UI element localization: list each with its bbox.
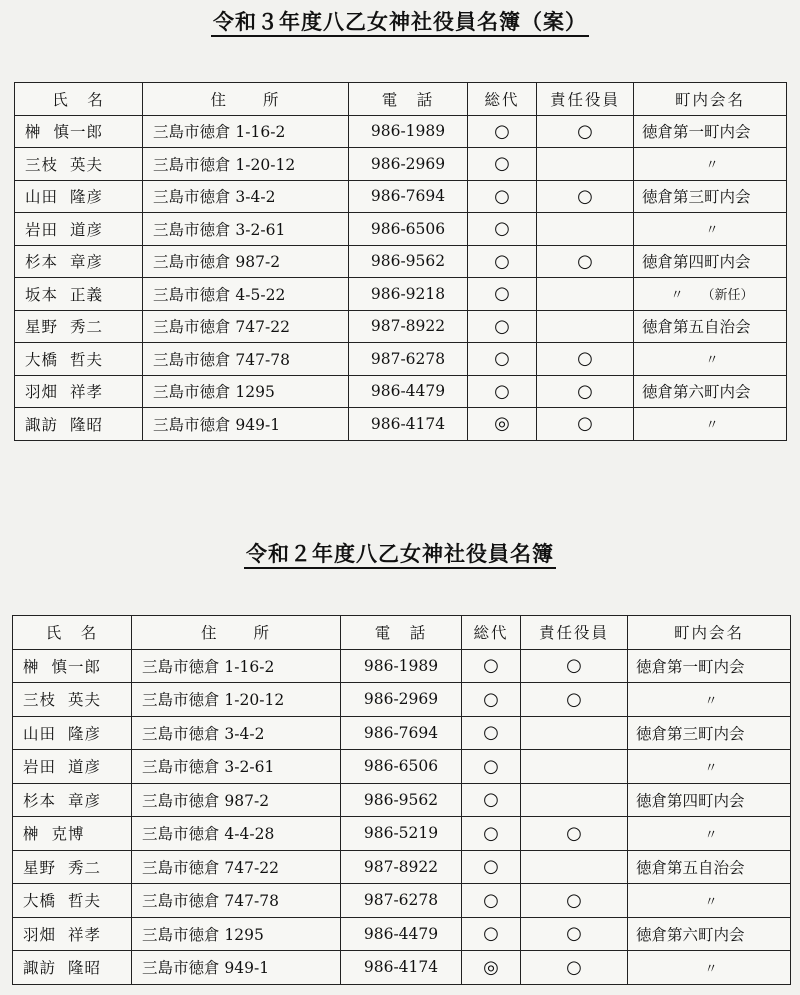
address-cell: 三島市徳倉 949-1 <box>132 951 341 985</box>
chonaikai-cell <box>628 783 791 817</box>
chonaikai-cell <box>628 917 791 951</box>
family-name: 榊 <box>23 657 40 676</box>
address-cell: 三島市徳倉 1295 <box>132 917 341 951</box>
table-row <box>13 951 791 985</box>
roster-2021-table <box>14 82 787 441</box>
family-name: 岩田 <box>25 220 59 239</box>
table-row <box>13 817 791 851</box>
chonaikai-name: 〃 <box>705 418 719 434</box>
sekinin-cell <box>521 783 628 817</box>
table-row <box>15 245 787 278</box>
phone-cell: 987-6278 <box>341 884 462 918</box>
sekinin-cell: ○ <box>537 115 634 148</box>
name-cell <box>15 148 143 181</box>
chonaikai-cell <box>628 649 791 683</box>
family-name: 星野 <box>25 318 59 337</box>
family-name: 坂本 <box>25 285 59 304</box>
table-row <box>13 783 791 817</box>
name-cell <box>15 245 143 278</box>
table-row <box>13 683 791 717</box>
chonaikai-cell <box>628 951 791 985</box>
header-phone: 電 話 <box>341 616 462 650</box>
phone-cell: 986-4479 <box>349 375 468 408</box>
chonaikai-name: 徳倉第一町内会 <box>642 123 751 142</box>
chonaikai-name: 徳倉第六町内会 <box>636 925 745 944</box>
given-name: 章彦 <box>70 253 104 272</box>
chonaikai-name: 〃 <box>704 760 718 776</box>
chonaikai-cell <box>634 245 787 278</box>
chonaikai-name: 〃 <box>704 961 718 977</box>
given-name: 隆昭 <box>68 959 102 978</box>
sodai-cell: ◎ <box>468 408 537 441</box>
sekinin-cell <box>521 850 628 884</box>
name-cell <box>13 884 132 918</box>
given-name: 秀二 <box>70 318 104 337</box>
chonaikai-name: 〃 <box>704 827 718 843</box>
phone-cell: 987-8922 <box>341 850 462 884</box>
name-cell <box>13 817 132 851</box>
table-row <box>15 213 787 246</box>
given-name: 隆彦 <box>68 724 102 743</box>
header-sekinin: 責任役員 <box>537 83 634 116</box>
name-cell <box>13 683 132 717</box>
chonaikai-name: 〃 <box>705 223 719 239</box>
sodai-cell: ○ <box>462 817 521 851</box>
table-row <box>13 649 791 683</box>
address-cell: 三島市徳倉 3-2-61 <box>143 213 349 246</box>
phone-cell: 986-2969 <box>349 148 468 181</box>
chonaikai-name: 〃 <box>670 288 684 304</box>
name-cell <box>13 649 132 683</box>
header-address: 住 所 <box>143 83 349 116</box>
address-cell: 三島市徳倉 3-4-2 <box>132 716 341 750</box>
phone-cell: 987-8922 <box>349 310 468 343</box>
given-name: 祥孝 <box>68 925 102 944</box>
chonaikai-name: 徳倉第一町内会 <box>636 657 745 676</box>
header-sodai: 総代 <box>462 616 521 650</box>
address-cell: 三島市徳倉 747-78 <box>143 343 349 376</box>
sodai-cell: ○ <box>468 343 537 376</box>
chonaikai-name: 〃 <box>704 894 718 910</box>
phone-cell: 986-2969 <box>341 683 462 717</box>
family-name: 岩田 <box>23 758 57 777</box>
sekinin-cell: ○ <box>537 180 634 213</box>
table-row <box>15 343 787 376</box>
chonaikai-name: 徳倉第五自治会 <box>636 858 745 877</box>
phone-cell: 986-5219 <box>341 817 462 851</box>
roster-2020-table <box>12 615 791 985</box>
phone-cell: 986-6506 <box>349 213 468 246</box>
phone-cell: 986-9218 <box>349 278 468 311</box>
sekinin-cell <box>537 213 634 246</box>
table-row <box>13 750 791 784</box>
chonaikai-name: 徳倉第三町内会 <box>636 724 745 743</box>
sodai-cell: ○ <box>468 278 537 311</box>
address-cell: 三島市徳倉 747-22 <box>132 850 341 884</box>
sekinin-cell: ○ <box>521 649 628 683</box>
sodai-cell: ○ <box>462 649 521 683</box>
roster-2020-title <box>0 538 800 568</box>
name-cell <box>15 408 143 441</box>
family-name: 三枝 <box>25 155 59 174</box>
chonaikai-cell <box>634 278 787 311</box>
name-cell <box>15 180 143 213</box>
phone-cell: 986-6506 <box>341 750 462 784</box>
chonaikai-cell <box>628 750 791 784</box>
name-cell <box>13 716 132 750</box>
table-row <box>13 917 791 951</box>
sodai-cell: ○ <box>462 850 521 884</box>
phone-cell: 986-7694 <box>349 180 468 213</box>
name-cell <box>15 310 143 343</box>
table-row <box>15 278 787 311</box>
sodai-cell: ○ <box>468 375 537 408</box>
sodai-cell: ○ <box>462 917 521 951</box>
chonaikai-cell <box>634 180 787 213</box>
header-sodai: 総代 <box>468 83 537 116</box>
chonaikai-cell <box>634 375 787 408</box>
chonaikai-name: 〃 <box>705 158 719 174</box>
phone-cell: 986-7694 <box>341 716 462 750</box>
address-cell: 三島市徳倉 1-20-12 <box>132 683 341 717</box>
sekinin-cell <box>537 278 634 311</box>
header-name: 氏 名 <box>13 616 132 650</box>
family-name: 杉本 <box>25 253 59 272</box>
given-name: 慎一郎 <box>53 123 104 142</box>
sodai-cell: ○ <box>462 750 521 784</box>
family-name: 大橋 <box>25 350 59 369</box>
address-cell: 三島市徳倉 987-2 <box>143 245 349 278</box>
address-cell: 三島市徳倉 1-16-2 <box>143 115 349 148</box>
sodai-cell: ○ <box>468 115 537 148</box>
address-cell: 三島市徳倉 4-5-22 <box>143 278 349 311</box>
given-name: 秀二 <box>68 858 102 877</box>
chonaikai-cell <box>628 716 791 750</box>
sekinin-cell <box>521 750 628 784</box>
table-row <box>15 115 787 148</box>
sekinin-cell <box>537 148 634 181</box>
given-name: 隆昭 <box>70 415 104 434</box>
sodai-cell: ○ <box>462 683 521 717</box>
chonaikai-cell <box>628 884 791 918</box>
sodai-cell: ○ <box>468 310 537 343</box>
sekinin-cell: ○ <box>521 951 628 985</box>
header-sekinin: 責任役員 <box>521 616 628 650</box>
address-cell: 三島市徳倉 1-16-2 <box>132 649 341 683</box>
given-name: 隆彦 <box>70 188 104 207</box>
sodai-cell: ◎ <box>462 951 521 985</box>
table-header-row <box>15 83 787 116</box>
address-cell: 三島市徳倉 1295 <box>143 375 349 408</box>
table-row <box>15 180 787 213</box>
family-name: 諏訪 <box>23 959 57 978</box>
address-cell: 三島市徳倉 1-20-12 <box>143 148 349 181</box>
name-cell <box>13 951 132 985</box>
sekinin-cell <box>521 716 628 750</box>
chonaikai-cell <box>628 850 791 884</box>
header-address: 住 所 <box>132 616 341 650</box>
name-cell <box>13 750 132 784</box>
chonaikai-cell <box>628 683 791 717</box>
given-name: 道彦 <box>70 220 104 239</box>
chonaikai-name: 徳倉第四町内会 <box>636 791 745 810</box>
phone-cell: 986-1989 <box>349 115 468 148</box>
sekinin-cell: ○ <box>521 683 628 717</box>
sodai-cell: ○ <box>468 148 537 181</box>
chonaikai-cell <box>634 115 787 148</box>
chonaikai-name: 徳倉第六町内会 <box>642 383 751 402</box>
address-cell: 三島市徳倉 747-78 <box>132 884 341 918</box>
given-name: 哲夫 <box>70 350 104 369</box>
address-cell: 三島市徳倉 3-2-61 <box>132 750 341 784</box>
phone-cell: 986-4174 <box>341 951 462 985</box>
header-phone: 電 話 <box>349 83 468 116</box>
sodai-cell: ○ <box>468 180 537 213</box>
sodai-cell: ○ <box>468 213 537 246</box>
family-name: 三枝 <box>23 691 57 710</box>
family-name: 大橋 <box>23 892 57 911</box>
name-cell <box>13 850 132 884</box>
sekinin-cell: ○ <box>537 408 634 441</box>
address-cell: 三島市徳倉 4-4-28 <box>132 817 341 851</box>
family-name: 榊 <box>23 825 40 844</box>
roster-2020-title-text: 令和２年度八乙女神社役員名簿 <box>244 541 556 569</box>
given-name: 克博 <box>51 825 85 844</box>
sodai-cell: ○ <box>462 716 521 750</box>
table-row <box>15 148 787 181</box>
sekinin-cell: ○ <box>537 245 634 278</box>
chonaikai-name: 〃 <box>704 693 718 709</box>
table-row <box>15 375 787 408</box>
given-name: 祥孝 <box>70 383 104 402</box>
table-row <box>13 850 791 884</box>
name-cell <box>15 213 143 246</box>
roster-2021-title <box>0 6 800 36</box>
address-cell: 三島市徳倉 747-22 <box>143 310 349 343</box>
header-name: 氏 名 <box>15 83 143 116</box>
sodai-cell: ○ <box>462 884 521 918</box>
name-cell <box>15 115 143 148</box>
chonaikai-name: 徳倉第五自治会 <box>642 318 751 337</box>
family-name: 羽畑 <box>23 925 57 944</box>
given-name: 慎一郎 <box>51 657 102 676</box>
name-cell <box>15 375 143 408</box>
family-name: 諏訪 <box>25 415 59 434</box>
phone-cell: 986-9562 <box>349 245 468 278</box>
chonaikai-cell <box>634 213 787 246</box>
given-name: 正義 <box>70 285 104 304</box>
family-name: 星野 <box>23 858 57 877</box>
chonaikai-cell <box>634 343 787 376</box>
roster-2021-title-text: 令和３年度八乙女神社役員名簿（案） <box>211 9 589 37</box>
phone-cell: 986-4174 <box>349 408 468 441</box>
name-cell <box>15 343 143 376</box>
family-name: 山田 <box>25 188 59 207</box>
table-header-row <box>13 616 791 650</box>
given-name: 章彦 <box>68 791 102 810</box>
given-name: 英夫 <box>70 155 104 174</box>
name-cell <box>13 783 132 817</box>
table-row <box>13 716 791 750</box>
family-name: 榊 <box>25 123 42 142</box>
family-name: 山田 <box>23 724 57 743</box>
chonaikai-name: 徳倉第三町内会 <box>642 188 751 207</box>
sekinin-cell: ○ <box>537 343 634 376</box>
given-name: 英夫 <box>68 691 102 710</box>
address-cell: 三島市徳倉 3-4-2 <box>143 180 349 213</box>
phone-cell: 986-4479 <box>341 917 462 951</box>
chonaikai-cell <box>634 408 787 441</box>
address-cell: 三島市徳倉 987-2 <box>132 783 341 817</box>
table-row <box>15 310 787 343</box>
table-row <box>15 408 787 441</box>
given-name: 哲夫 <box>68 892 102 911</box>
name-cell <box>13 917 132 951</box>
sodai-cell: ○ <box>462 783 521 817</box>
sekinin-cell <box>537 310 634 343</box>
status-note: （新任） <box>701 288 754 304</box>
family-name: 杉本 <box>23 791 57 810</box>
family-name: 羽畑 <box>25 383 59 402</box>
phone-cell: 986-9562 <box>341 783 462 817</box>
address-cell: 三島市徳倉 949-1 <box>143 408 349 441</box>
sekinin-cell: ○ <box>521 884 628 918</box>
chonaikai-name: 徳倉第四町内会 <box>642 253 751 272</box>
chonaikai-cell <box>634 310 787 343</box>
sekinin-cell: ○ <box>521 817 628 851</box>
header-chonaikai: 町内会名 <box>634 83 787 116</box>
phone-cell: 986-1989 <box>341 649 462 683</box>
sekinin-cell: ○ <box>537 375 634 408</box>
chonaikai-name: 〃 <box>705 353 719 369</box>
given-name: 道彦 <box>68 758 102 777</box>
chonaikai-cell <box>634 148 787 181</box>
table-row <box>13 884 791 918</box>
phone-cell: 987-6278 <box>349 343 468 376</box>
chonaikai-cell <box>628 817 791 851</box>
sekinin-cell: ○ <box>521 917 628 951</box>
sodai-cell: ○ <box>468 245 537 278</box>
header-chonaikai: 町内会名 <box>628 616 791 650</box>
name-cell <box>15 278 143 311</box>
